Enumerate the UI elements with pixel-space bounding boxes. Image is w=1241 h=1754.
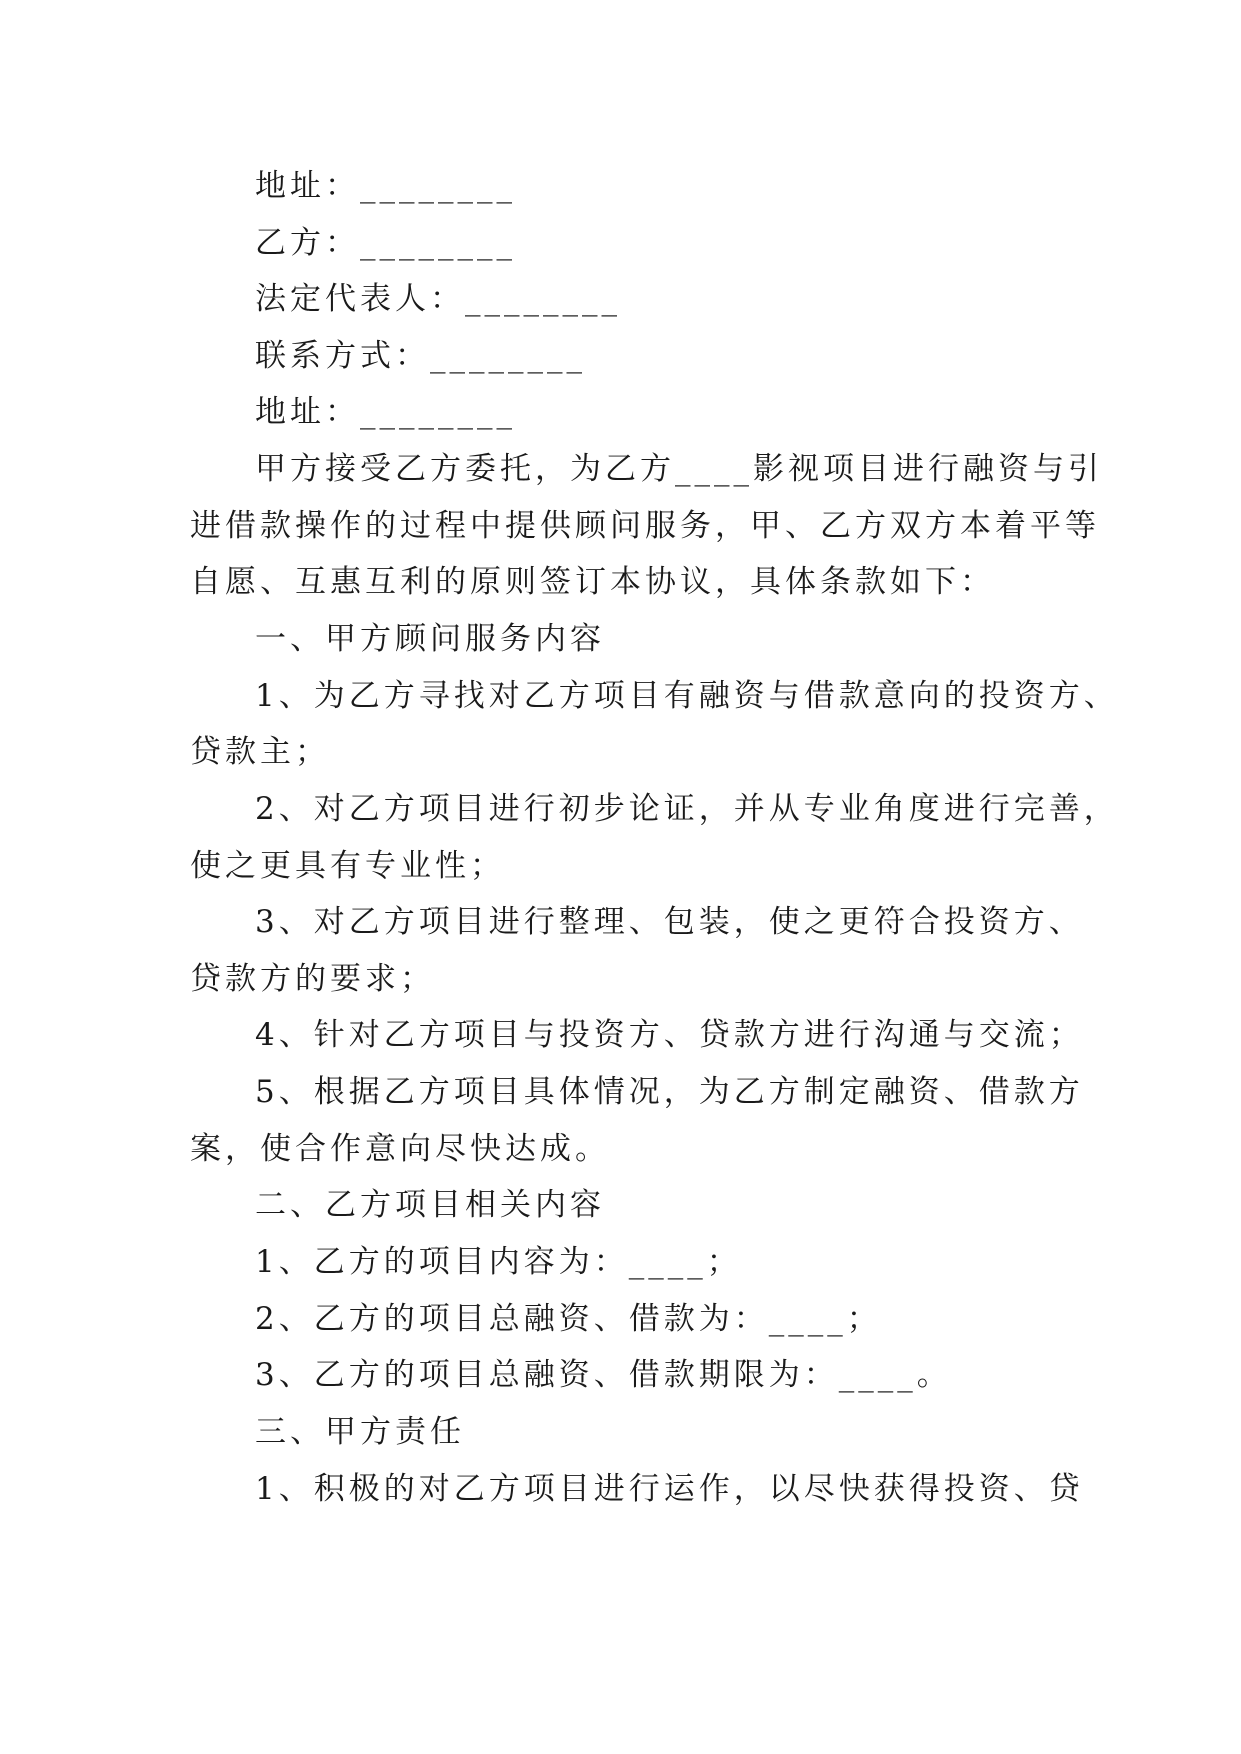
section-heading-1: 一、甲方顾问服务内容 — [255, 621, 605, 657]
clause-1-3-line-1: 3、对乙方项目进行整理、包装，使之更符合投资方、 — [255, 904, 1084, 940]
clause-1-2-line-2: 使之更具有专业性； — [190, 848, 505, 884]
contact-line: 联系方式：________ — [255, 338, 586, 374]
clause-1-1-line-1: 1、为乙方寻找对乙方项目有融资与借款意向的投资方、 — [255, 678, 1119, 714]
clause-1-4: 4、针对乙方项目与投资方、贷款方进行沟通与交流； — [255, 1017, 1084, 1053]
clause-1-5-line-1: 5、根据乙方项目具体情况，为乙方制定融资、借款方 — [255, 1074, 1084, 1110]
address-line-party-b: 地址：________ — [255, 394, 516, 430]
intro-paragraph-line-2: 进借款操作的过程中提供顾问服务，甲、乙方双方本着平等 — [190, 508, 1100, 544]
intro-paragraph-line-1: 甲方接受乙方委托，为乙方____影视项目进行融资与引 — [255, 451, 1103, 487]
clause-3-1-line-1: 1、积极的对乙方项目进行运作，以尽快获得投资、贷 — [255, 1471, 1084, 1507]
section-heading-2: 二、乙方项目相关内容 — [255, 1187, 605, 1223]
clause-1-2-line-1: 2、对乙方项目进行初步论证，并从专业角度进行完善， — [255, 791, 1119, 827]
clause-2-3: 3、乙方的项目总融资、借款期限为：____。 — [255, 1357, 952, 1393]
legal-representative-line: 法定代表人：________ — [255, 281, 621, 317]
clause-1-1-line-2: 贷款主； — [190, 734, 330, 770]
clause-2-1: 1、乙方的项目内容为：____； — [255, 1244, 742, 1280]
clause-1-3-line-2: 贷款方的要求； — [190, 961, 435, 997]
address-line-party-a: 地址：________ — [255, 168, 516, 204]
intro-paragraph-line-3: 自愿、互惠互利的原则签订本协议，具体条款如下： — [190, 564, 995, 600]
clause-2-2: 2、乙方的项目总融资、借款为：____； — [255, 1301, 882, 1337]
party-b-line: 乙方：________ — [255, 225, 516, 261]
section-heading-3: 三、甲方责任 — [255, 1414, 465, 1450]
clause-1-5-line-2: 案，使合作意向尽快达成。 — [190, 1131, 610, 1167]
